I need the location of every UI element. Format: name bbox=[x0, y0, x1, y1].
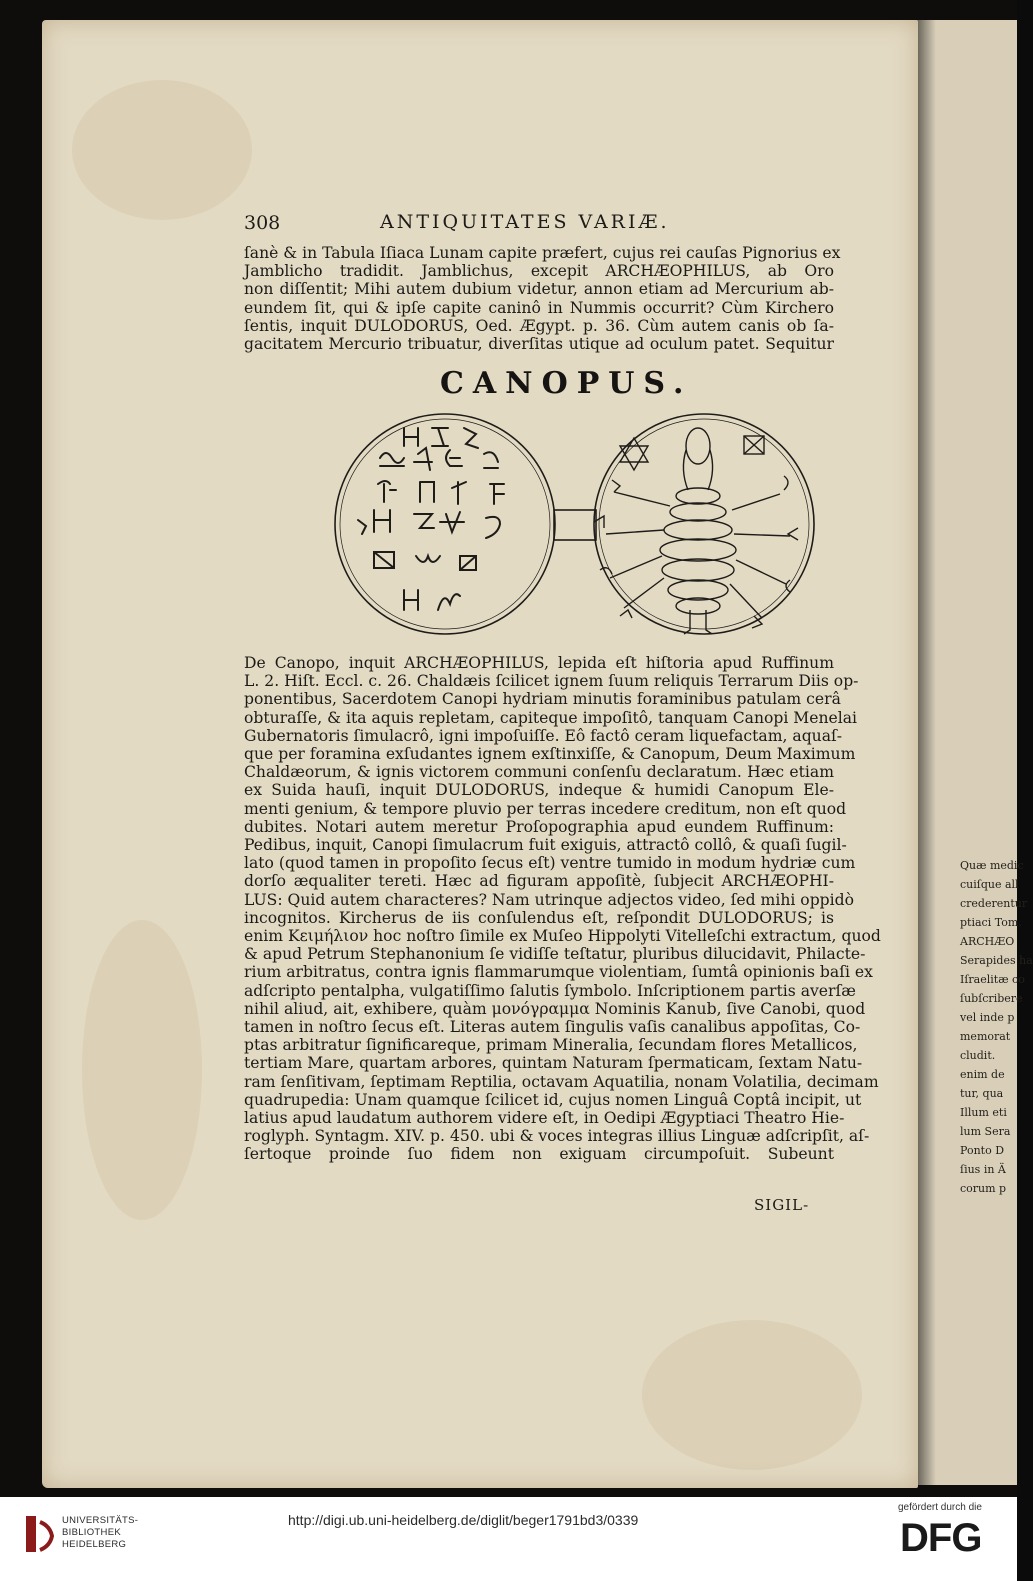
obverse-characters bbox=[358, 428, 504, 610]
text-line: tertiam Mare, quartam arbores, quintam Naturam ſpermaticam, ſextam Natu- bbox=[244, 1054, 863, 1073]
margin-note-line: memorat bbox=[960, 1030, 1011, 1043]
text-line: enim Κειμήλιον hoc noſtro ſimile ex Muſeo Hippolyti Vitelleſchi extractum, quod bbox=[244, 927, 881, 946]
library-name bbox=[62, 1515, 138, 1551]
text-line: adſcripto pentalpha, vulgatiſſimo ſalutis ſymbolo. Inſcriptionem partis averſæ bbox=[244, 981, 856, 1000]
permalink-url[interactable]: http://digi.ub.uni-heidelberg.de/diglit/beger1791bd3/0339 bbox=[288, 1512, 639, 1528]
text-line: roglyph. Syntagm. XIV. p. 450. ubi & voces integras illius Linguæ adſcripſit, aſ- bbox=[244, 1127, 870, 1146]
paragraph-intro bbox=[244, 244, 841, 354]
text-line: rium arbitratus, contra ignis flammarumque violentiam, ſumtâ opinionis baſi ex bbox=[244, 963, 873, 982]
text-line: gacitatem Mercurio tribuatur, diverſitas utique ad oculum patet. Sequitur bbox=[244, 335, 834, 354]
gutter-shadow bbox=[916, 20, 936, 1485]
text-line: ponentibus, Sacerdotem Canopi hydriam minutis foraminibus patulam cerâ bbox=[244, 690, 841, 709]
text-line: Chaldæorum, & ignis victorem communi conſenſu declaratum. Hæc etiam bbox=[244, 763, 834, 782]
margin-note-line: cuiſque all bbox=[960, 878, 1019, 891]
margin-note-line: ſius in Ä bbox=[960, 1163, 1006, 1176]
running-title: ANTIQUITATES VARIÆ. bbox=[380, 211, 670, 233]
text-line: dubites. Notari autem meretur Proſopographia apud eundem Ruffinum: bbox=[244, 817, 834, 836]
margin-note-line: vel inde p bbox=[960, 1011, 1015, 1024]
margin-note-line: ARCHÆO bbox=[960, 935, 1015, 948]
text-line: lato (quod tamen in propoſito ſecus eſt) ventre tumido in modum hydriæ cum bbox=[244, 854, 856, 873]
text-line: ſanè & in Tabula Iſiaca Lunam capite præfert, cujus rei cauſas Pignorius ex bbox=[244, 244, 841, 262]
margin-note-line: ſubſcribere bbox=[960, 992, 1023, 1005]
margin-note-line: ptiaci Tom. bbox=[960, 916, 1022, 929]
dfg-logo[interactable]: DFG bbox=[900, 1516, 982, 1560]
text-line: & apud Petrum Stephanonium ſe vidiſſe teſtatur, pluribus dilucidavit, Philacte- bbox=[244, 945, 866, 964]
library-name-line: HEIDELBERG bbox=[62, 1539, 127, 1550]
margin-note-line: Illum eti bbox=[960, 1106, 1007, 1119]
text-line: incognitos. Kircherus de iis conſulendus eſt, reſpondit DULODORUS; is bbox=[244, 908, 834, 927]
funding-label: gefördert durch die bbox=[898, 1502, 982, 1513]
text-line: ram ſenſitivam, ſeptimam Reptilia, octavam Aquatilia, nonam Volatilia, decimam bbox=[244, 1072, 879, 1091]
margin-note-line: tur, qua bbox=[960, 1087, 1004, 1100]
text-line: eundem ſit, qui & ipſe capite caninô in Nummis occurrit? Cùm Kirchero bbox=[244, 298, 834, 317]
margin-note-line: Iſraelitæ co bbox=[960, 973, 1025, 986]
margin-note-line: Quæ medic bbox=[960, 859, 1024, 872]
text-line: De Canopo, inquit ARCHÆOPHILUS, lepida eſt hiſtoria apud Ruffinum bbox=[244, 654, 834, 672]
text-line: Gubernatoris ſimulacrô, igni impoſuiſſe. Eô factô ceram liquefactam, aquaſ- bbox=[244, 726, 843, 745]
canopus-engraving bbox=[334, 410, 824, 652]
library-name-line: BIBLIOTHEK bbox=[62, 1527, 121, 1538]
text-line: latius apud laudatum authorem videre eſt, in Oedipi Ægyptiaci Theatro Hie- bbox=[244, 1109, 845, 1128]
text-line: que per foramina exſudantes ignem exſtinxiſſe, & Canopum, Deum Maximum bbox=[244, 745, 856, 764]
catchword: SIGIL- bbox=[754, 1196, 810, 1214]
text-line: ex Suida hauſi, inquit DULODORUS, indeque & humidi Canopum Ele- bbox=[244, 781, 834, 800]
margin-note-line: lum Sera bbox=[960, 1125, 1011, 1138]
margin-note-line: cludit. bbox=[960, 1049, 996, 1062]
running-header bbox=[244, 212, 784, 240]
text-line: tamen in noſtro ſecus eſt. Literas autem ſingulis vaſis canalibus appoſitas, Co- bbox=[244, 1018, 861, 1037]
footer-bar bbox=[0, 1497, 1017, 1581]
section-title: CANOPUS. bbox=[440, 366, 693, 401]
text-line: L. 2. Hiſt. Eccl. c. 26. Chaldæis ſcilicet ignem ſuum reliquis Terrarum Diis op- bbox=[244, 672, 859, 691]
margin-note-line: Ponto D bbox=[960, 1144, 1005, 1157]
paragraph-canopus bbox=[244, 654, 881, 1164]
margin-note-line: corum p bbox=[960, 1182, 1007, 1195]
library-name-line: UNIVERSITÄTS- bbox=[62, 1515, 139, 1526]
text-line: Pedibus, inquit, Canopi ſimulacrum fuit exiguis, attractô collô, & quaſi ſugil- bbox=[244, 836, 847, 855]
text-line: ptas arbitratur ſignificareque, primam Mineralia, ſecundam flores Metallicos, bbox=[244, 1036, 858, 1055]
university-library-logo-icon[interactable] bbox=[22, 1512, 56, 1556]
page-number: 308 bbox=[244, 212, 281, 234]
text-line: nihil aliud, ait, exhibere, quàm μονόγραμμα Nominis Kanub, ſive Canobi, quod bbox=[244, 999, 866, 1018]
text-line: ſertoque proinde ſuo fidem non exiguam circumpoſuit. Subeunt bbox=[244, 1145, 834, 1164]
margin-note-line: enim de bbox=[960, 1068, 1005, 1081]
facing-page-margin-note bbox=[960, 856, 1033, 1198]
text-line: quadrupedia: Unam quamque ſcilicet id, cujus nomen Linguâ Coptâ incipit, ut bbox=[244, 1090, 862, 1109]
reverse-figure bbox=[594, 428, 798, 634]
text-line: LUS: Quid autem characteres? Nam utrinque adjectos video, ſed mihi oppidò bbox=[244, 890, 855, 909]
text-line: menti genium, & tempore pluvio per terras incedere creditum, non eſt quod bbox=[244, 799, 847, 818]
text-line: Jamblicho tradidit. Jamblichus, excepit ARCHÆOPHILUS, ab Oro bbox=[244, 262, 834, 281]
text-line: obturaſſe, & ita aquis repletam, capiteque impoſitô, tanquam Canopi Menelai bbox=[244, 708, 858, 727]
text-line: non diſſentit; Mihi autem dubium videtur, annon etiam ad Mercurium ab- bbox=[244, 280, 834, 299]
margin-note-line: crederentur bbox=[960, 897, 1028, 910]
text-line: ſentis, inquit DULODORUS, Oed. Ægypt. p. 36. Cùm autem canis ob ſa- bbox=[244, 316, 834, 335]
text-line: dorſo æqualiter tereti. Hæc ad figuram appoſitè, ſubjecit ARCHÆOPHI- bbox=[244, 872, 834, 891]
margin-note-line: Serapides ha bbox=[960, 954, 1033, 967]
